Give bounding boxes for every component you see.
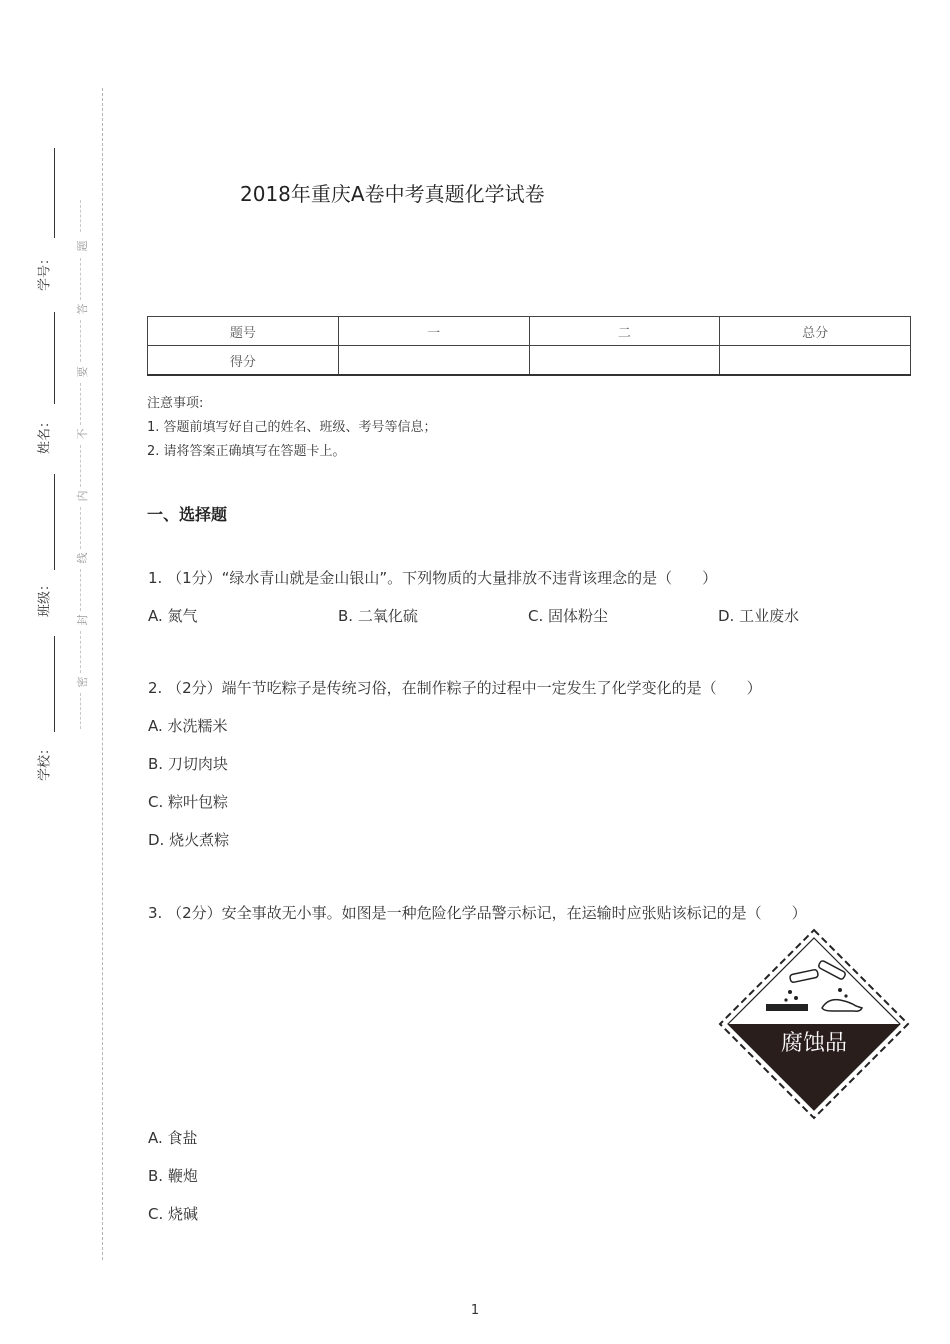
table-score-row — [148, 346, 911, 376]
score-cell — [720, 346, 911, 376]
notice-item: 1. 答题前填写好自己的姓名、班级、考号等信息； — [147, 420, 437, 435]
seal-char-bu: 不 — [76, 428, 89, 440]
class-label: 班级： — [37, 578, 53, 618]
table-row-label: 得分 — [148, 346, 339, 376]
question-2-option-c: C. 粽叶包粽 — [148, 793, 229, 811]
seal-dots — [80, 320, 81, 362]
question-1-option-b: B. 二氧化硫 — [338, 607, 418, 625]
question-1-text: 1. （1分）“绿水青山就是金山银山”。下列物质的大量排放不违背该理念的是（ ） — [148, 569, 718, 587]
seal-dots — [80, 631, 81, 673]
table-header-cell: 题号 — [148, 317, 339, 346]
school-label: 学校： — [37, 742, 53, 782]
seal-dots — [80, 445, 81, 487]
sign-label: 腐蚀品 — [780, 1031, 848, 1056]
score-cell — [338, 346, 529, 376]
question-1-option-d: D. 工业废水 — [718, 607, 800, 625]
question-2-option-b: B. 刀切肉块 — [148, 755, 228, 773]
section-title: 一、选择题 — [147, 505, 228, 524]
seal-char-mi: 密 — [76, 676, 89, 688]
question-3-option-a: A. 食盐 — [148, 1129, 198, 1147]
page-number: 1 — [470, 1303, 480, 1318]
corrosive-sign — [718, 928, 910, 1120]
class-line — [54, 474, 55, 570]
question-2-text: 2. （2分）端午节吃粽子是传统习俗，在制作粽子的过程中一定发生了化学变化的是（ ） — [148, 679, 762, 697]
student-id-label: 学号： — [37, 252, 53, 292]
question-3-option-b: B. 鞭炮 — [148, 1167, 198, 1185]
question-3-option-c: C. 烧碱 — [148, 1205, 199, 1223]
school-line — [54, 636, 55, 732]
seal-char-feng: 封 — [76, 614, 89, 626]
table-header-cell: 一 — [338, 317, 529, 346]
seal-char-ti: 题 — [76, 240, 89, 252]
table-header-cell: 总分 — [720, 317, 911, 346]
question-1-option-c: C. 固体粉尘 — [528, 607, 609, 625]
score-table — [147, 316, 911, 376]
seal-dots — [80, 507, 81, 549]
question-1-option-a: A. 氮气 — [148, 607, 198, 625]
student-id-line — [54, 148, 55, 238]
seal-char-da: 答 — [76, 303, 89, 315]
question-2-option-a: A. 水洗糯米 — [148, 717, 228, 735]
seal-dots — [80, 383, 81, 425]
name-line — [54, 312, 55, 404]
seal-dots — [80, 258, 81, 300]
table-header-row — [148, 317, 911, 346]
question-2-option-d: D. 烧火煮粽 — [148, 831, 230, 849]
seal-dots — [80, 200, 81, 232]
exam-title: 2018年重庆A卷中考真题化学试卷 — [240, 182, 545, 206]
table-header-cell: 二 — [529, 317, 720, 346]
notice-item: 2. 请将答案正确填写在答题卡上。 — [147, 444, 346, 459]
score-cell — [529, 346, 720, 376]
binding-dashed-line — [102, 88, 103, 1260]
notice-heading: 注意事项: — [147, 396, 204, 411]
seal-char-yao: 要 — [76, 366, 89, 378]
seal-dots — [80, 569, 81, 611]
seal-char-nei: 内 — [76, 490, 89, 502]
name-label: 姓名： — [37, 415, 53, 455]
corrosive-sign-icon — [718, 928, 910, 1120]
question-3-text: 3. （2分）安全事故无小事。如图是一种危险化学品警示标记，在运输时应张贴该标记的是（ ） — [148, 904, 807, 922]
seal-char-xian: 线 — [76, 552, 89, 564]
seal-dots — [80, 693, 81, 729]
